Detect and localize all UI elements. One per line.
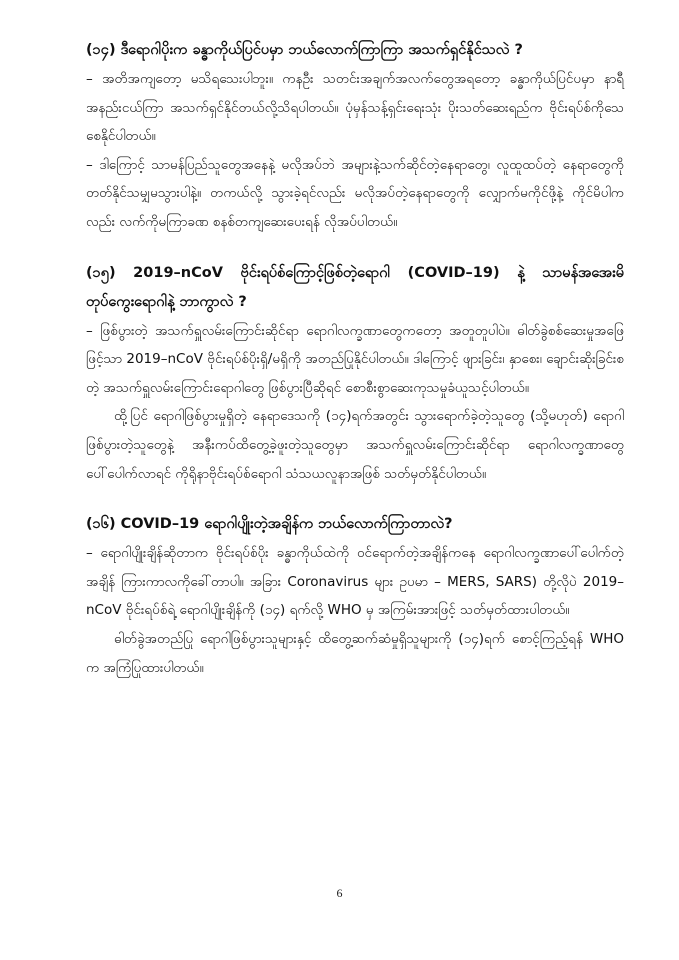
section-14 — [86, 36, 624, 237]
paragraph: – ဖြစ်ပွားတဲ့ အသက်ရှူလမ်းကြောင်းဆိုင်ရာ ရောဂါလက္ခဏာတွေကတော့ အတူတူပါပဲ။ ဓါတ်ခွဲစစ်ဆေးမှုအဖြေဖြင့်သာ 2019–nCoV ဗိုင်းရပ်စ်ပိုးရှိ/မရှိကို အတည်ပြုနိုင်ပါတယ်။ ဒါကြောင့် ဖျားခြင်း၊ နှာစေး၊ ချောင်းဆိုးခြင်းစတဲ့ အသက်ရှူလမ်းကြောင်းရောဂါတွေ ဖြစ်ပွားပြီဆိုရင် စောစီးစွာဆေးကုသမှုခံယူသင့်ပါတယ်။ — [86, 322, 624, 396]
paragraph: – အတိအကျတော့ မသိရသေးပါဘူး။ ကနဦး သတင်းအချက်အလက်တွေအရတော့ ခန္ဓာကိုယ်ပြင်ပမှာ နာရီအနည်းငယ်ကြာ အသက်ရှင်နိုင်တယ်လို့သိရပါတယ်။ ပုံမှန်သန့်ရှင်းရေးသုံး ပိုးသတ်ဆေးရည်က ဗိုင်းရပ်စ်ကိုသေစေနိုင်ပါတယ်။ — [86, 71, 624, 145]
paragraph: ဓါတ်ခွဲအတည်ပြု ရောဂါဖြစ်ပွားသူများနှင့် ထိတွေ့ဆက်ဆံမှုရှိသူများကို (၁၄)ရက် စောင့်ကြည့်ရန် WHO က အကြံပြုထားပါတယ်။ — [86, 630, 624, 676]
paragraph: – ရောဂါပျိုးချိန်ဆိုတာက ဗိုင်းရပ်စ်ပိုး ခန္ဓာကိုယ်ထဲကို ဝင်ရောက်တဲ့အချိန်ကနေ ရောဂါလက္ခဏာပေါ်ပေါက်တဲ့အချိန် ကြားကာလကိုခေါ်တာပါ။ အခြား Coronavirus များ ဥပမာ – MERS, SARS) တို့လိုပဲ 2019–nCoV ဗိုင်းရပ်စ်ရဲ့ ရောဂါပျိုးချိန်ကို (၁၄) ရက်လို့ WHO မှ အကြမ်းအားဖြင့် သတ်မှတ်ထားပါတယ်။ — [86, 545, 624, 619]
section-heading: (၁၅) 2019–nCoV ဗိုင်းရပ်စ်ကြောင့်ဖြစ်တဲ့ရောဂါ (COVID–19) နဲ့ သာမန်အအေးမိ တုပ်ကွေးရောဂါနဲ့ ဘာကွာလဲ ? — [86, 264, 624, 310]
paragraph: ထို့ပြင် ရောဂါဖြစ်ပွားမှုရှိတဲ့ နေရာဒေသကို (၁၄)ရက်အတွင်း သွားရောက်ခဲ့တဲ့သူတွေ (သို့မဟုတ်) ရောဂါဖြစ်ပွားတဲ့သူတွေနဲ့ အနီးကပ်ထိတွေ့ခဲ့ဖူးတဲ့သူတွေမှာ အသက်ရှူလမ်းကြောင်းဆိုင်ရာ ရောဂါလက္ခဏာတွေပေါ်ပေါက်လာရင် ကိုရိုနာဗိုင်းရပ်စ်ရောဂါ သံသယလူနာအဖြစ် သတ်မှတ်နိုင်ပါတယ်။ — [86, 408, 624, 482]
document-body — [86, 36, 624, 682]
section-15 — [86, 259, 624, 489]
paragraph: – ဒါကြောင့် သာမန်ပြည်သူတွေအနေနဲ့ မလိုအပ်ဘဲ အများနဲ့သက်ဆိုင်တဲ့နေရာတွေ၊ လူထူထပ်တဲ့ နေရာတွေကို တတ်နိုင်သမျှမသွားပါနဲ့။ တကယ်လို့ သွားခဲ့ရင်လည်း မလိုအပ်တဲ့နေရာတွေကို လျှောက်မကိုင်ဖို့နဲ့ ကိုင်မိပါကလည်း လက်ကိုမကြာခဏ စနစ်တကျဆေးပေးရန် လိုအပ်ပါတယ်။ — [86, 156, 624, 230]
section-heading: (၁၆) COVID–19 ရောဂါပျိုးတဲ့အချိန်က ဘယ်လောက်ကြာတာလဲ? — [86, 516, 453, 533]
section-heading: (၁၄) ဒီရောဂါပိုးက ခန္ဓာကိုယ်ပြင်ပမှာ ဘယ်လောက်ကြာကြာ အသက်ရှင်နိုင်သလဲ ? — [86, 42, 523, 58]
page-number: 6 — [336, 886, 343, 900]
section-16 — [86, 510, 624, 682]
